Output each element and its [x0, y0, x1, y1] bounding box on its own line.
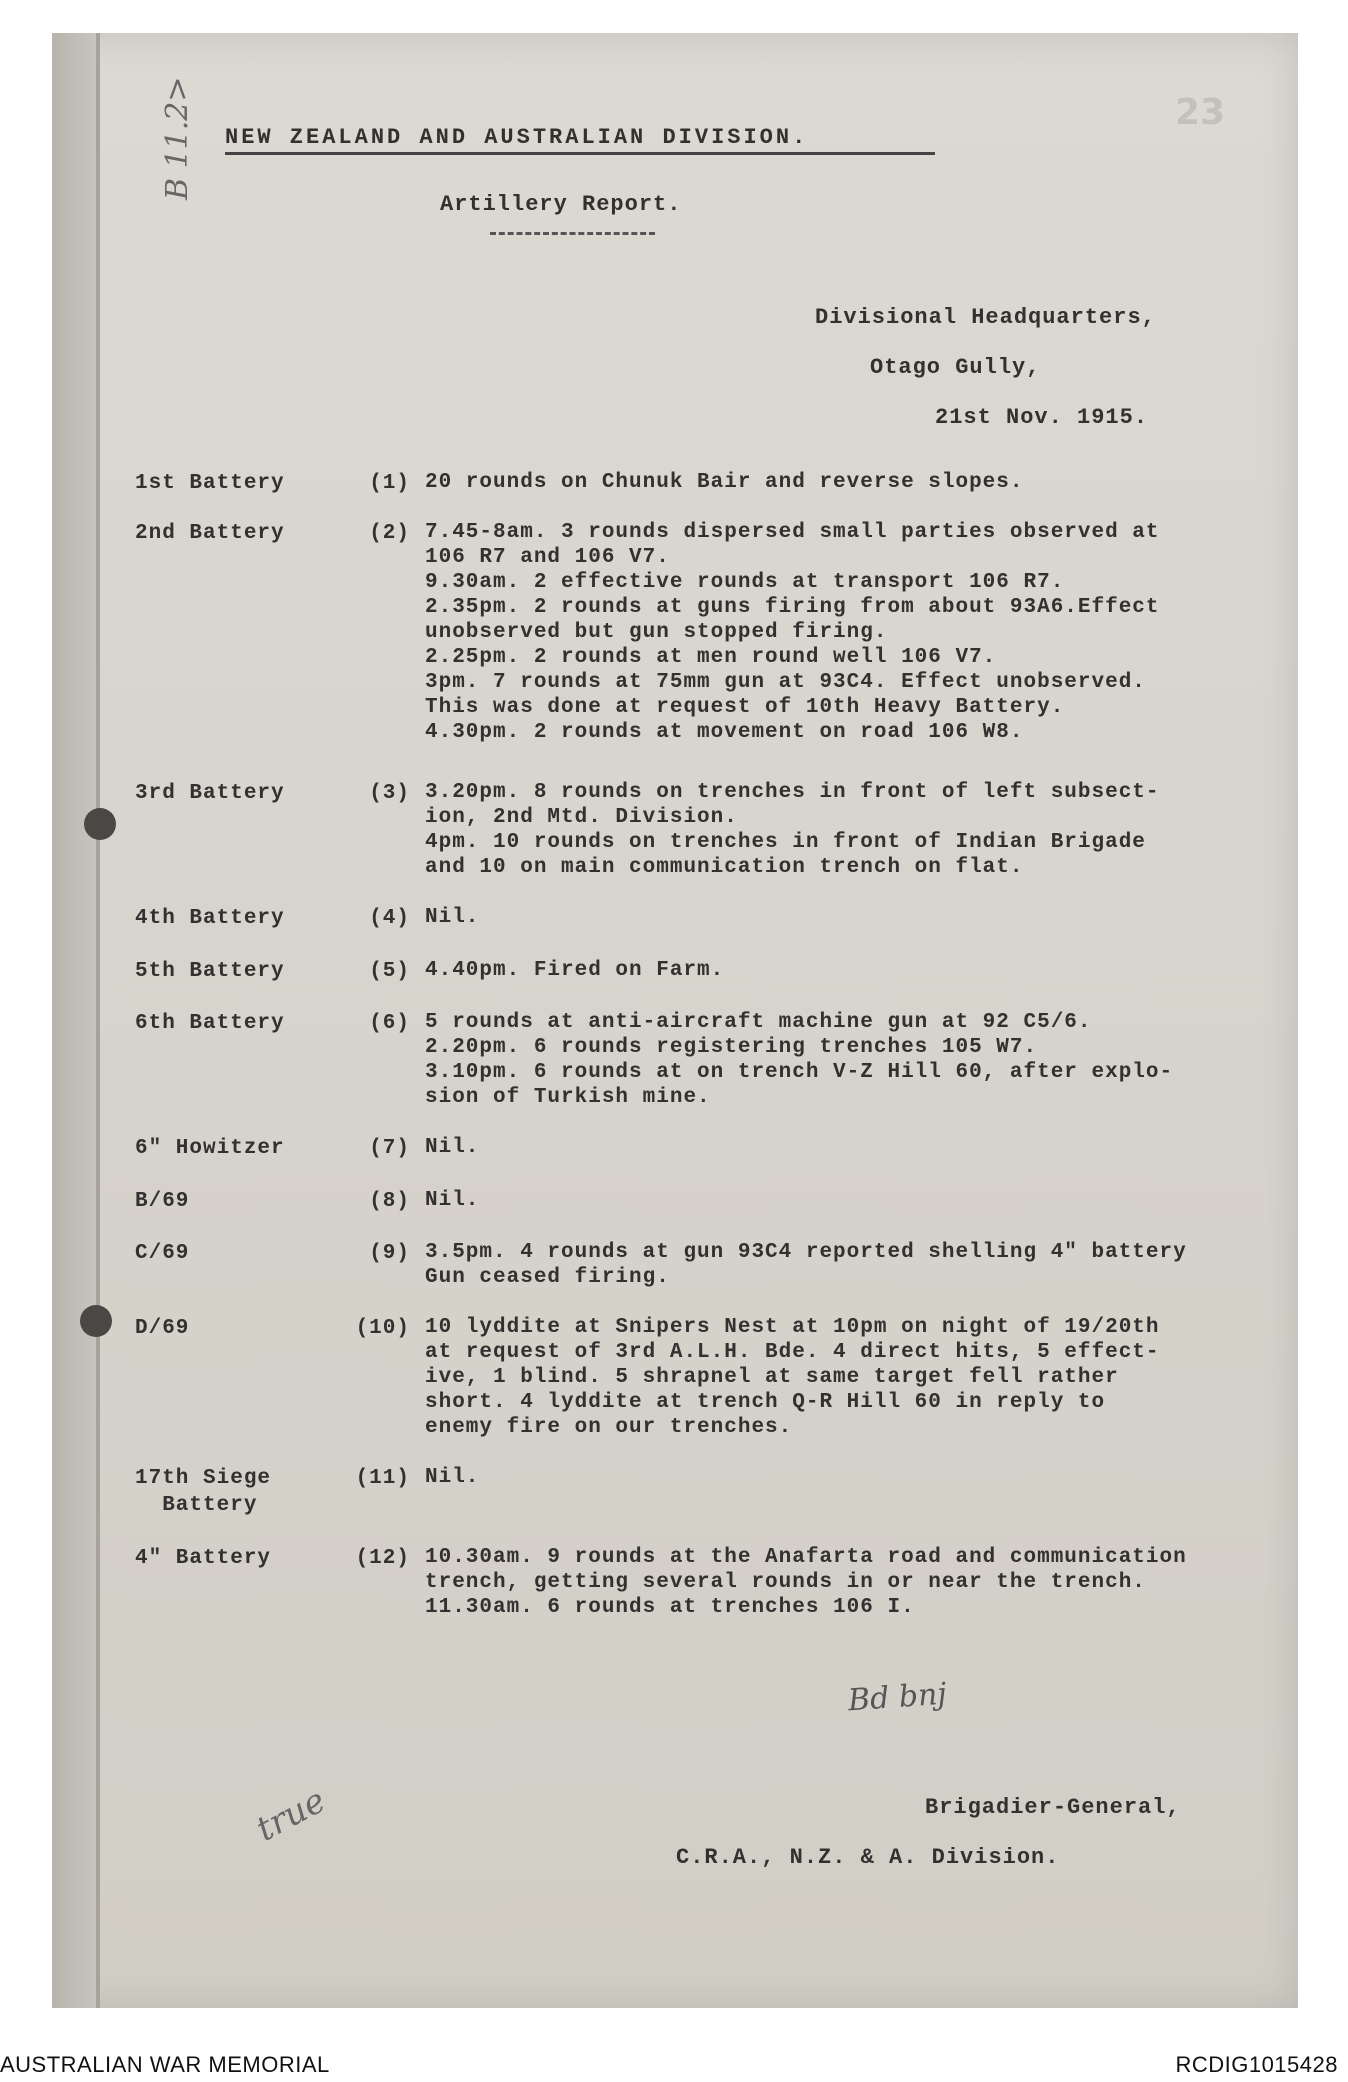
handwritten-initials: true	[249, 1780, 333, 1850]
battery-label: B/69	[135, 1190, 190, 1213]
subtitle-underline	[490, 232, 655, 235]
entry-number: (10)	[355, 1317, 410, 1340]
entry-line: Nil.	[425, 1466, 480, 1489]
place-line: Otago Gully,	[870, 355, 1041, 380]
document-header: NEW ZEALAND AND AUSTRALIAN DIVISION.	[225, 125, 935, 155]
entry-line: 4.40pm. Fired on Farm.	[425, 959, 725, 982]
entry-line: 106 R7 and 106 V7.	[425, 546, 670, 569]
entry-line: 2.25pm. 2 rounds at men round well 106 V7.	[425, 646, 997, 669]
entry-line: 3.5pm. 4 rounds at gun 93C4 reported shelling 4" battery	[425, 1241, 1187, 1264]
punch-hole-top	[84, 808, 116, 840]
entry-number: (1)	[369, 472, 410, 495]
entry-line: enemy fire on our trenches.	[425, 1416, 793, 1439]
entry-number: (9)	[369, 1242, 410, 1265]
entry-text	[425, 1465, 1305, 1490]
entry-number: (2)	[369, 522, 410, 545]
page-number-faded: 23	[1175, 92, 1226, 133]
entry-number: (12)	[355, 1547, 410, 1570]
entry-number: (4)	[369, 907, 410, 930]
entry-line: 7.45-8am. 3 rounds dispersed small parties observed at	[425, 521, 1160, 544]
entry-line: 11.30am. 6 rounds at trenches 106 I.	[425, 1596, 915, 1619]
battery-label: 1st Battery	[135, 472, 285, 495]
entry-text	[425, 470, 1305, 495]
entry-number: (6)	[369, 1012, 410, 1035]
entry-line: 4.30pm. 2 rounds at movement on road 106 W8.	[425, 721, 1024, 744]
margin-line	[96, 33, 100, 2008]
battery-label: 4" Battery	[135, 1547, 272, 1570]
entry-text	[425, 1545, 1305, 1620]
entry-line: Nil.	[425, 1136, 480, 1159]
entry-line: at request of 3rd A.L.H. Bde. 4 direct hits, 5 effect-	[425, 1341, 1160, 1364]
battery-label: 6th Battery	[135, 1012, 285, 1035]
entry-text	[425, 520, 1305, 745]
battery-label: 3rd Battery	[135, 782, 285, 805]
entry-number: (7)	[369, 1137, 410, 1160]
entry-line: 2.20pm. 6 rounds registering trenches 105 W7.	[425, 1036, 1038, 1059]
entry-line: 10.30am. 9 rounds at the Anafarta road and communication	[425, 1546, 1187, 1569]
entry-line: trench, getting several rounds in or near the trench.	[425, 1571, 1146, 1594]
entry-line: 3.20pm. 8 rounds on trenches in front of left subsect-	[425, 781, 1160, 804]
entry-number: (8)	[369, 1190, 410, 1213]
document-subtitle: Artillery Report.	[440, 192, 682, 217]
entry-line: Nil.	[425, 1189, 480, 1212]
archive-credit: AUSTRALIAN WAR MEMORIAL	[0, 2052, 330, 2077]
entry-line: 4pm. 10 rounds on trenches in front of Indian Brigade	[425, 831, 1146, 854]
binding-margin	[52, 33, 100, 2008]
entry-text	[425, 1240, 1305, 1290]
battery-label: 2nd Battery	[135, 522, 285, 545]
entry-line: unobserved but gun stopped firing.	[425, 621, 888, 644]
entry-line: short. 4 lyddite at trench Q-R Hill 60 in reply to	[425, 1391, 1106, 1414]
entry-number: (3)	[369, 782, 410, 805]
entry-line: ive, 1 blind. 5 shrapnel at same target fell rather	[425, 1366, 1119, 1389]
signature-title: Brigadier-General,	[925, 1795, 1181, 1820]
entry-line: 9.30am. 2 effective rounds at transport 106 R7.	[425, 571, 1065, 594]
entry-number: (11)	[355, 1467, 410, 1490]
entry-line: Gun ceased firing.	[425, 1266, 670, 1289]
entry-line: Nil.	[425, 906, 480, 929]
entry-number: (5)	[369, 960, 410, 983]
battery-label: 4th Battery	[135, 907, 285, 930]
entry-text	[425, 1135, 1305, 1160]
entry-text	[425, 905, 1305, 930]
battery-label: 17th Siege Battery	[135, 1467, 272, 1517]
entry-line: 10 lyddite at Snipers Nest at 10pm on night of 19/20th	[425, 1316, 1160, 1339]
punch-hole-bottom	[80, 1305, 112, 1337]
entry-line: 5 rounds at anti-aircraft machine gun at 92 C5/6.	[425, 1011, 1092, 1034]
entry-text	[425, 780, 1305, 880]
battery-label: C/69	[135, 1242, 190, 1265]
handwritten-margin-note: B 11.2>	[160, 76, 195, 200]
battery-label: 6" Howitzer	[135, 1137, 285, 1160]
entry-text	[425, 958, 1305, 983]
entry-line: This was done at request of 10th Heavy Battery.	[425, 696, 1065, 719]
signature-unit: C.R.A., N.Z. & A. Division.	[676, 1845, 1060, 1870]
location-line: Divisional Headquarters,	[815, 305, 1156, 330]
entry-line: 2.35pm. 2 rounds at guns firing from about 93A6.Effect	[425, 596, 1160, 619]
handwritten-signature: Bd bnj	[846, 1676, 948, 1719]
entry-line: sion of Turkish mine.	[425, 1086, 711, 1109]
entry-line: 20 rounds on Chunuk Bair and reverse slopes.	[425, 471, 1024, 494]
entry-text	[425, 1188, 1305, 1213]
date-line: 21st Nov. 1915.	[935, 405, 1149, 430]
entry-line: ion, 2nd Mtd. Division.	[425, 806, 738, 829]
archive-id: RCDIG1015428	[1175, 2052, 1338, 2077]
entry-text	[425, 1315, 1305, 1440]
entry-line: and 10 on main communication trench on flat.	[425, 856, 1024, 879]
entry-text	[425, 1010, 1305, 1110]
battery-label: D/69	[135, 1317, 190, 1340]
entry-line: 3.10pm. 6 rounds at on trench V-Z Hill 60, after explo-	[425, 1061, 1174, 1084]
battery-label: 5th Battery	[135, 960, 285, 983]
entry-line: 3pm. 7 rounds at 75mm gun at 93C4. Effect unobserved.	[425, 671, 1146, 694]
